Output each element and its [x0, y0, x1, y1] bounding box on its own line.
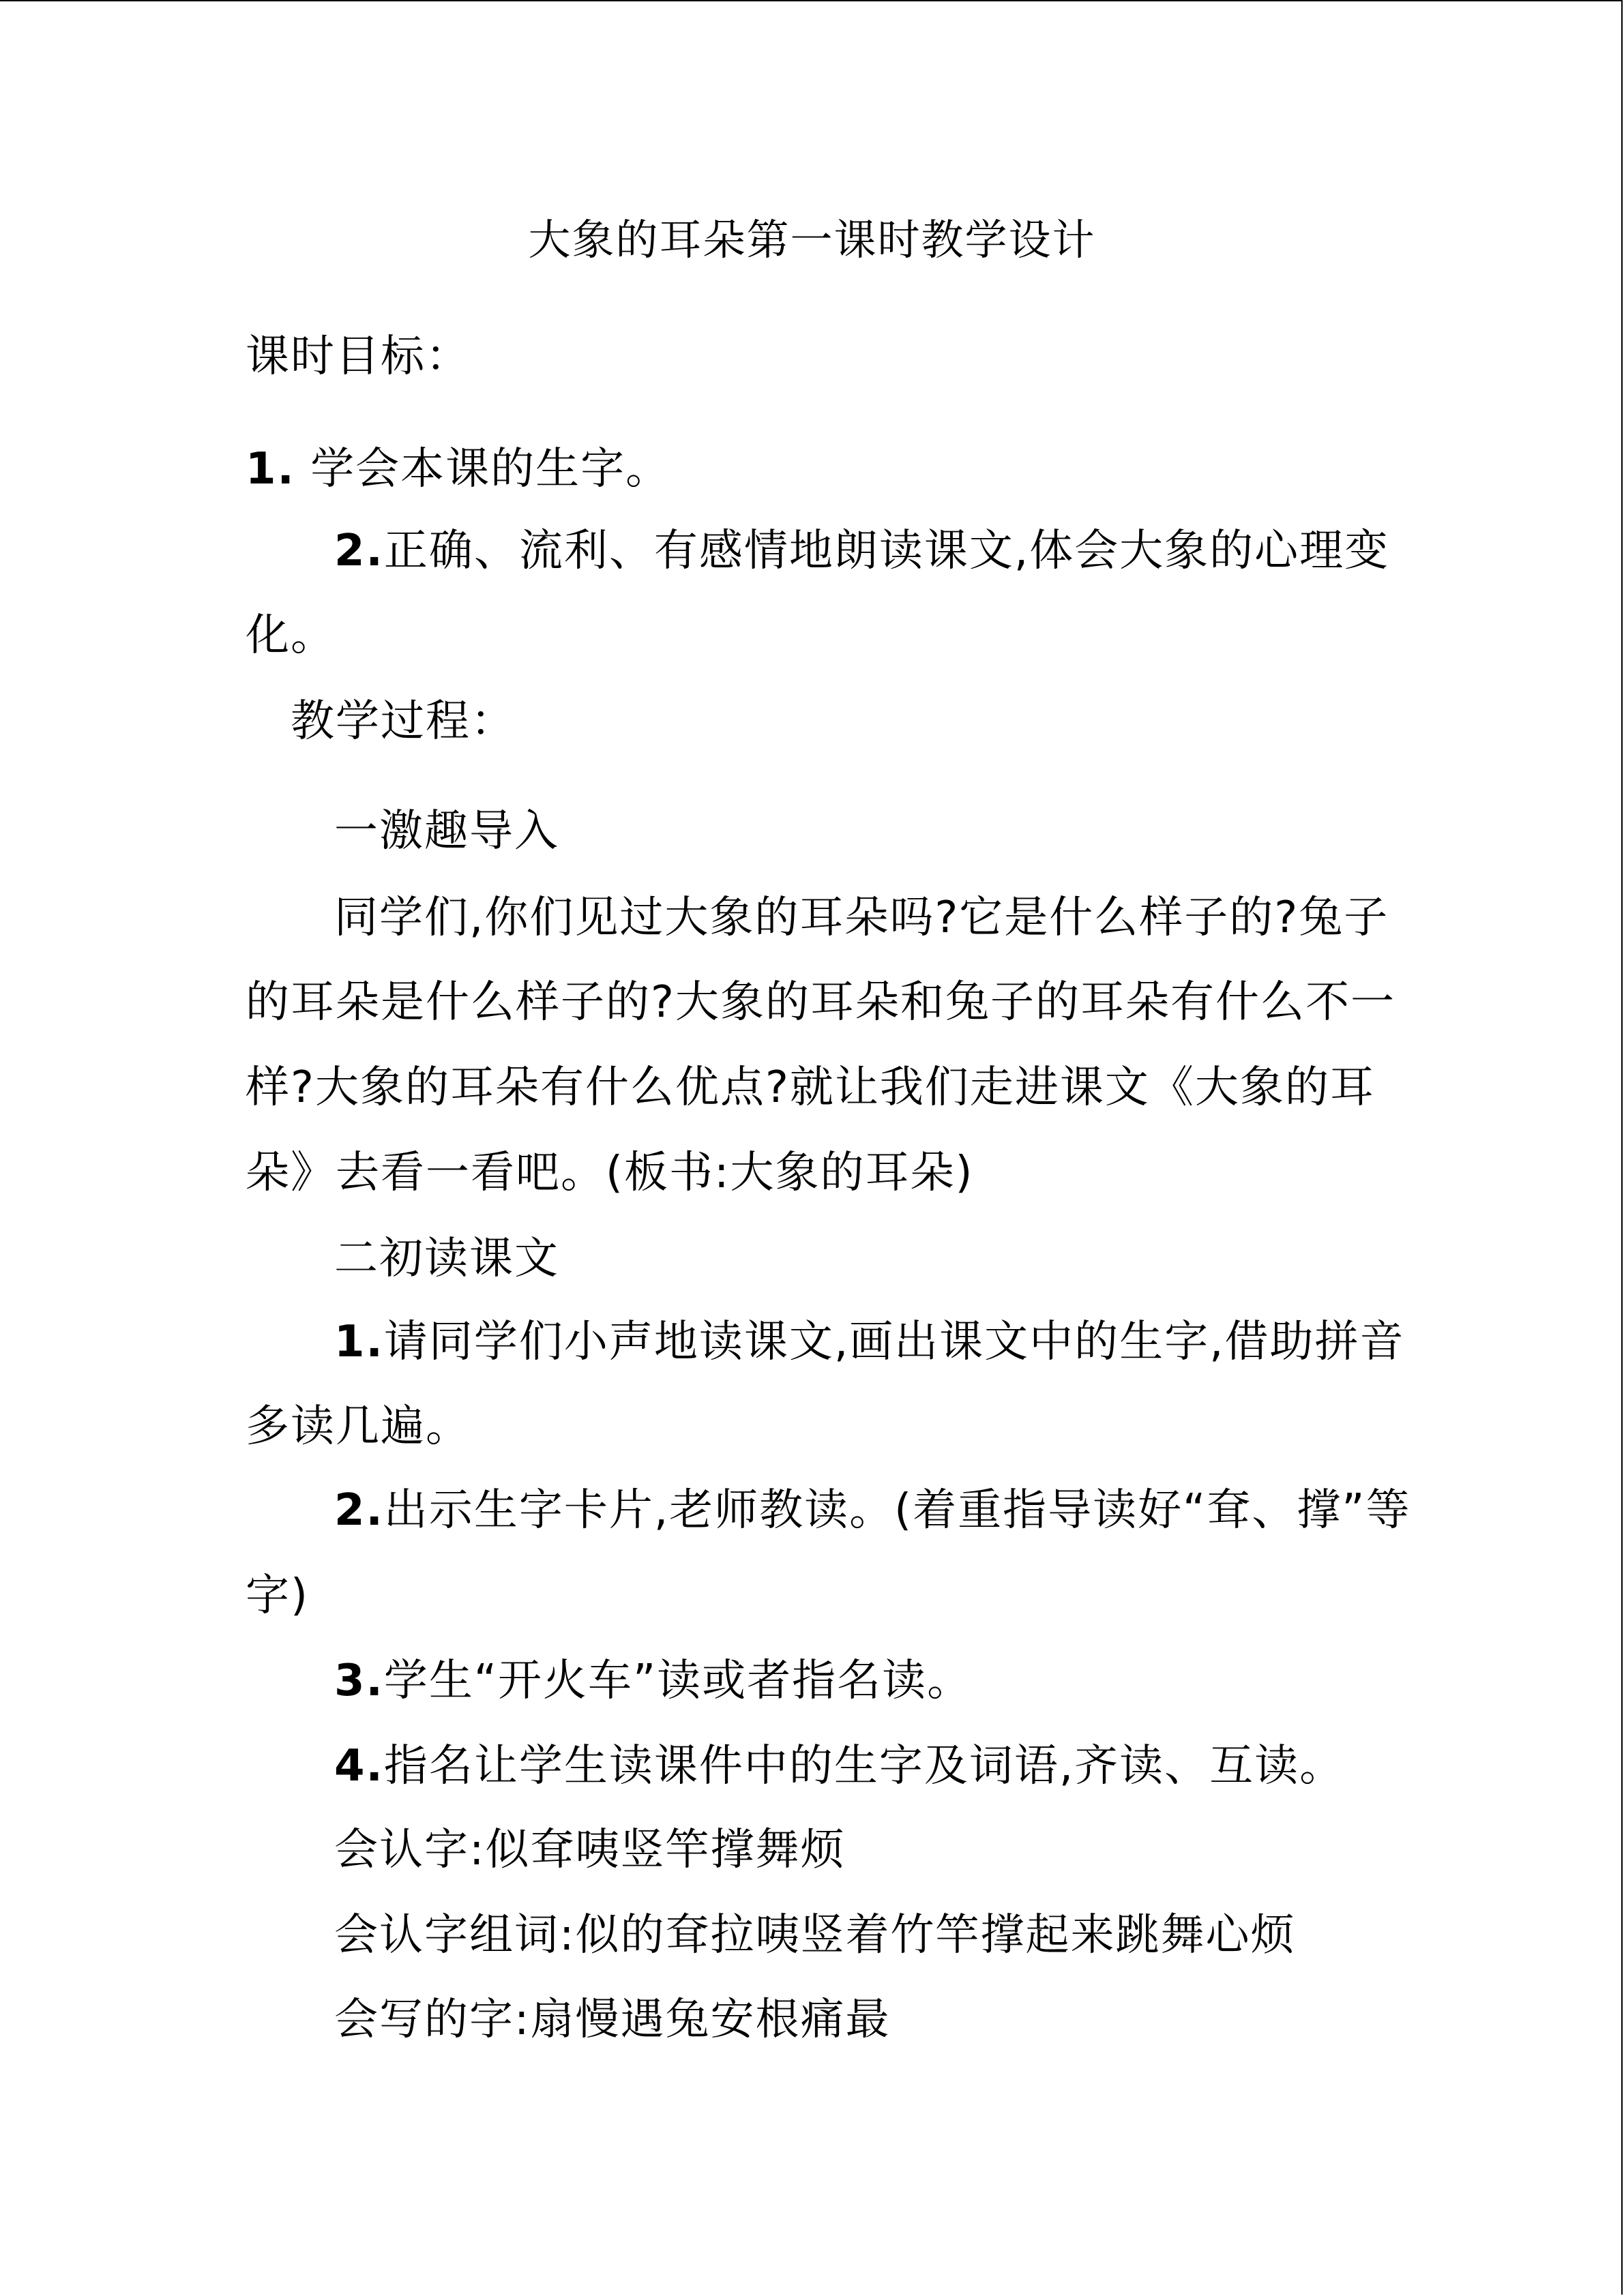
objective-2-line-2: 化。	[246, 610, 336, 661]
objective-1-number: 1.	[246, 444, 295, 494]
step-2-number: 2.	[334, 1485, 384, 1536]
process-heading: 教学过程：	[291, 696, 516, 747]
section-1-paragraph-line: 同学们,你们见过大象的耳朵吗?它是什么样子的?兔子	[334, 893, 1389, 943]
section-1-heading: 一激趣导入	[334, 806, 559, 856]
section-2-heading: 二初读课文	[334, 1234, 559, 1284]
step-2-line-1	[334, 1483, 1411, 1538]
section-1-paragraph-line: 的耳朵是什么样子的?大象的耳朵和兔子的耳朵有什么不一	[246, 977, 1396, 1028]
objective-2-line-1	[334, 524, 1389, 578]
objective-2-number: 2.	[334, 526, 384, 576]
write-chars: 会写的字:扇慢遇兔安根痛最	[334, 1995, 891, 2045]
step-4-text: 指名让学生读课件中的生字及词语,齐读、互读。	[383, 1741, 1345, 1791]
step-4	[334, 1739, 1344, 1793]
step-3	[334, 1654, 972, 1708]
document-title: 大象的耳朵第一课时教学设计	[528, 215, 1096, 265]
step-2-line-2: 字)	[246, 1570, 309, 1621]
step-1-number: 1.	[334, 1317, 384, 1367]
step-2-text: 出示生字卡片,老师教读。(着重指导读好“耷、撑”等	[383, 1485, 1411, 1536]
step-1-line-1	[334, 1315, 1405, 1369]
objectives-heading: 课时目标：	[246, 331, 471, 382]
step-3-number: 3.	[334, 1656, 384, 1706]
recognize-chars: 会认字:似耷咦竖竿撑舞烦	[334, 1825, 846, 1875]
recognize-words: 会认字组词:似的耷拉咦竖着竹竿撑起来跳舞心烦	[334, 1910, 1296, 1960]
step-4-number: 4.	[334, 1741, 384, 1791]
objective-1	[246, 442, 670, 496]
step-1-text: 请同学们小声地读课文,画出课文中的生字,借助拼音	[383, 1317, 1405, 1367]
step-3-text: 学生“开火车”读或者指名读。	[383, 1656, 973, 1706]
section-1-paragraph-line: 朵》去看一看吧。(板书:大象的耳朵)	[246, 1148, 974, 1198]
objective-2-text: 正确、流利、有感情地朗读课文,体会大象的心理变	[383, 526, 1390, 576]
section-1-paragraph-line: 样?大象的耳朵有什么优点?就让我们走进课文《大象的耳	[246, 1062, 1375, 1113]
objective-1-text: 学会本课的生字。	[295, 444, 671, 494]
step-1-line-2: 多读几遍。	[246, 1401, 471, 1452]
